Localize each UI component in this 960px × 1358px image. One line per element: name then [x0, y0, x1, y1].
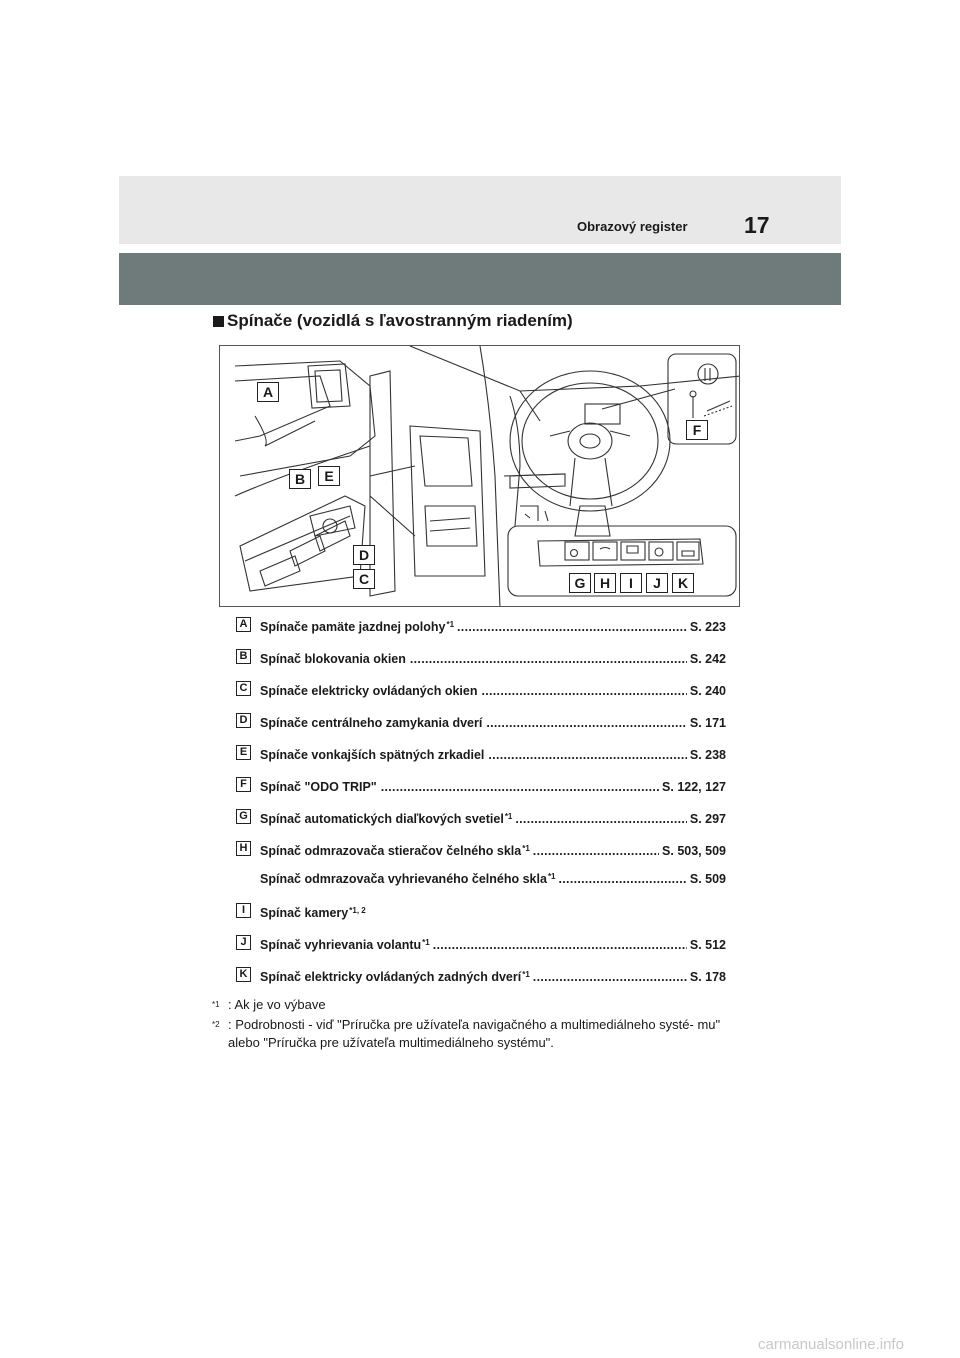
footnote-text: : Ak je vo výbave [228, 997, 326, 1012]
item-footnote: *1 [547, 872, 556, 881]
item-key: G [236, 809, 251, 824]
callout-e: E [318, 466, 340, 486]
item-label: Spínače centrálneho zamykania dverí [260, 716, 483, 730]
square-bullet-icon [213, 316, 224, 327]
item-key: F [236, 777, 251, 792]
list-item [236, 932, 726, 964]
item-key: B [236, 649, 251, 664]
item-footnote: *1 [522, 844, 530, 853]
callout-g: G [569, 573, 591, 593]
item-page-link[interactable]: S. 178 [689, 970, 726, 984]
list-item [236, 964, 726, 996]
header-band [119, 176, 841, 244]
item-label: Spínač elektricky ovládaných zadných dverí [260, 970, 522, 984]
item-footnote: *1 [422, 938, 430, 947]
subheading-text: Spínače (vozidlá s ľavostranným riadením) [227, 311, 573, 330]
list-item [236, 614, 726, 646]
item-key: H [236, 841, 251, 856]
page-number: 17 [744, 212, 770, 238]
item-label: Spínač automatických diaľkových svetiel [260, 812, 504, 826]
callout-b: B [289, 469, 311, 489]
list-item [236, 742, 726, 774]
section-title: Obrazový register [577, 219, 688, 234]
footnote-mark: *1 [212, 1000, 220, 1009]
item-key: E [236, 745, 251, 760]
callout-h: H [594, 573, 616, 593]
subheading [213, 311, 573, 331]
item-page-link[interactable]: S. 242 [689, 652, 726, 666]
list-item [236, 900, 726, 932]
item-key: C [236, 681, 251, 696]
list-item [236, 710, 726, 742]
item-label: Spínač kamery [260, 906, 349, 920]
item-footnote: *1 [522, 970, 530, 979]
item-page-link[interactable]: S. 512 [689, 938, 726, 952]
footnotes [212, 996, 752, 1054]
switches-illustration [219, 345, 740, 607]
item-page-link[interactable]: S. 503, 509 [662, 844, 726, 858]
item-key: D [236, 713, 251, 728]
list-item [236, 838, 726, 870]
item-footnote: *1, 2 [349, 906, 366, 915]
item-footnote: *1 [504, 812, 513, 821]
item-page-link[interactable]: S. 171 [689, 716, 726, 730]
list-item [236, 646, 726, 678]
item-footnote: *1 [446, 620, 455, 629]
item-label: Spínače pamäte jazdnej polohy [260, 620, 446, 634]
footnote-text: : Podrobnosti - viď "Príručka pre užívateľa navigačného a multimediálneho systé- mu" alebo "Príručka pre užívateľa multimediálneho systému". [228, 1017, 721, 1050]
item-label: Spínače vonkajších spätných zrkadiel [260, 748, 485, 762]
callout-c: C [353, 569, 375, 589]
footnote [212, 1016, 752, 1052]
list-item [236, 774, 726, 806]
item-label: Spínač "ODO TRIP" [260, 780, 377, 794]
item-label: Spínače elektricky ovládaných okien [260, 684, 478, 698]
switch-list [236, 614, 726, 996]
item-page-link[interactable]: S. 223 [689, 620, 726, 634]
item-key: J [236, 935, 251, 950]
list-item [236, 870, 726, 900]
callout-f: F [686, 420, 708, 440]
footnote [212, 996, 752, 1014]
item-key: A [236, 617, 251, 632]
footnote-mark: *2 [212, 1020, 220, 1029]
item-page-link[interactable]: S. 240 [689, 684, 726, 698]
item-page-link[interactable]: S. 297 [689, 812, 726, 826]
list-item [236, 678, 726, 710]
callout-j: J [646, 573, 668, 593]
callout-a: A [257, 382, 279, 402]
item-label: Spínač odmrazovača stieračov čelného skla [260, 844, 522, 858]
chapter-band [119, 253, 841, 305]
item-page-link[interactable]: S. 509 [689, 872, 726, 886]
item-key: I [236, 903, 251, 918]
item-label: Spínač vyhrievania volantu [260, 938, 422, 952]
callout-i: I [620, 573, 642, 593]
callout-d: D [353, 545, 375, 565]
item-page-link[interactable]: S. 238 [689, 748, 726, 762]
item-label: Spínač odmrazovača vyhrievaného čelného skla [260, 872, 547, 886]
list-item [236, 806, 726, 838]
item-label: Spínač blokovania okien [260, 652, 406, 666]
item-page-link[interactable]: S. 122, 127 [662, 780, 726, 794]
watermark: carmanualsonline.info [758, 1336, 904, 1353]
callout-k: K [672, 573, 694, 593]
item-key: K [236, 967, 251, 982]
